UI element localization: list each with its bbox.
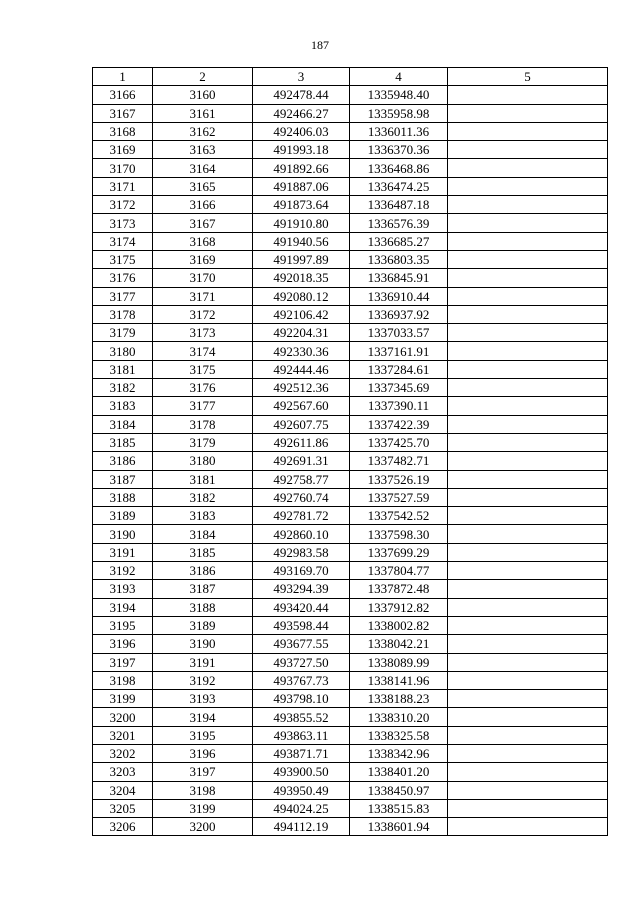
table-cell-col-4: 1336803.35 xyxy=(350,250,448,268)
table-cell-col-3: 492444.46 xyxy=(253,360,350,378)
table-cell-col-4: 1338401.20 xyxy=(350,763,448,781)
table-cell-col-2: 3176 xyxy=(153,379,253,397)
table-cell-col-5 xyxy=(448,781,608,799)
table-cell-col-3: 493798.10 xyxy=(253,690,350,708)
table-cell-col-3: 492567.60 xyxy=(253,397,350,415)
table-cell-col-3: 492018.35 xyxy=(253,269,350,287)
table-cell-col-4: 1337872.48 xyxy=(350,580,448,598)
table-cell-col-1: 3174 xyxy=(93,232,153,250)
table-cell-col-2: 3173 xyxy=(153,324,253,342)
table-cell-col-1: 3181 xyxy=(93,360,153,378)
table-cell-col-1: 3179 xyxy=(93,324,153,342)
table-cell-col-5 xyxy=(448,763,608,781)
table-cell-col-5 xyxy=(448,269,608,287)
table-cell-col-2: 3172 xyxy=(153,305,253,323)
table-header-row xyxy=(93,68,608,86)
table-cell-col-1: 3190 xyxy=(93,525,153,543)
table-cell-col-3: 491997.89 xyxy=(253,250,350,268)
table-row xyxy=(93,763,608,781)
table-cell-col-4: 1337542.52 xyxy=(350,507,448,525)
table-row xyxy=(93,598,608,616)
table-cell-col-2: 3181 xyxy=(153,470,253,488)
table-cell-col-5 xyxy=(448,250,608,268)
table-cell-col-5 xyxy=(448,104,608,122)
table-row xyxy=(93,397,608,415)
table-cell-col-5 xyxy=(448,177,608,195)
table-cell-col-1: 3194 xyxy=(93,598,153,616)
table-row xyxy=(93,671,608,689)
table-row xyxy=(93,452,608,470)
table-cell-col-4: 1338089.99 xyxy=(350,653,448,671)
table-cell-col-2: 3190 xyxy=(153,635,253,653)
table-row xyxy=(93,507,608,525)
table-cell-col-4: 1338310.20 xyxy=(350,708,448,726)
table-cell-col-1: 3168 xyxy=(93,122,153,140)
table-cell-col-1: 3186 xyxy=(93,452,153,470)
table-cell-col-4: 1337033.57 xyxy=(350,324,448,342)
table-cell-col-5 xyxy=(448,122,608,140)
table-cell-col-5 xyxy=(448,726,608,744)
table-cell-col-2: 3185 xyxy=(153,543,253,561)
table-row xyxy=(93,415,608,433)
table-cell-col-1: 3171 xyxy=(93,177,153,195)
table-cell-col-4: 1337598.30 xyxy=(350,525,448,543)
table-cell-col-1: 3198 xyxy=(93,671,153,689)
table-cell-col-4: 1337390.11 xyxy=(350,397,448,415)
table-cell-col-3: 494024.25 xyxy=(253,799,350,817)
table-cell-col-5 xyxy=(448,379,608,397)
table-cell-col-5 xyxy=(448,397,608,415)
table-cell-col-1: 3182 xyxy=(93,379,153,397)
table-cell-col-4: 1336576.39 xyxy=(350,214,448,232)
table-cell-col-1: 3170 xyxy=(93,159,153,177)
table-cell-col-1: 3203 xyxy=(93,763,153,781)
table-cell-col-2: 3180 xyxy=(153,452,253,470)
table-cell-col-5 xyxy=(448,86,608,104)
table-cell-col-5 xyxy=(448,342,608,360)
table-cell-col-5 xyxy=(448,360,608,378)
table-row xyxy=(93,580,608,598)
table-cell-col-4: 1336370.36 xyxy=(350,141,448,159)
table-cell-col-2: 3161 xyxy=(153,104,253,122)
table-cell-col-4: 1338188.23 xyxy=(350,690,448,708)
table-cell-col-3: 493727.50 xyxy=(253,653,350,671)
table-cell-col-1: 3202 xyxy=(93,744,153,762)
table-row xyxy=(93,324,608,342)
table-cell-col-3: 491887.06 xyxy=(253,177,350,195)
table-cell-col-5 xyxy=(448,305,608,323)
table-cell-col-2: 3192 xyxy=(153,671,253,689)
table-cell-col-1: 3184 xyxy=(93,415,153,433)
table-cell-col-3: 492607.75 xyxy=(253,415,350,433)
table-cell-col-1: 3201 xyxy=(93,726,153,744)
table-cell-col-4: 1336468.86 xyxy=(350,159,448,177)
table-cell-col-2: 3160 xyxy=(153,86,253,104)
table-row xyxy=(93,141,608,159)
table-cell-col-1: 3177 xyxy=(93,287,153,305)
table-cell-col-2: 3197 xyxy=(153,763,253,781)
table-cell-col-2: 3189 xyxy=(153,616,253,634)
table-row xyxy=(93,86,608,104)
table-cell-col-1: 3175 xyxy=(93,250,153,268)
table-row xyxy=(93,196,608,214)
table-cell-col-3: 493169.70 xyxy=(253,562,350,580)
table-cell-col-5 xyxy=(448,470,608,488)
table-row xyxy=(93,726,608,744)
table-cell-col-5 xyxy=(448,635,608,653)
table-row xyxy=(93,470,608,488)
table-cell-col-1: 3173 xyxy=(93,214,153,232)
table-cell-col-5 xyxy=(448,214,608,232)
table-cell-col-4: 1337912.82 xyxy=(350,598,448,616)
table-cell-col-2: 3198 xyxy=(153,781,253,799)
table-row xyxy=(93,379,608,397)
table-cell-col-1: 3192 xyxy=(93,562,153,580)
table-row xyxy=(93,744,608,762)
table-cell-col-3: 492080.12 xyxy=(253,287,350,305)
table-row xyxy=(93,818,608,836)
table-cell-col-4: 1337804.77 xyxy=(350,562,448,580)
table-cell-col-3: 494112.19 xyxy=(253,818,350,836)
table-row xyxy=(93,653,608,671)
table-cell-col-5 xyxy=(448,415,608,433)
table-cell-col-2: 3191 xyxy=(153,653,253,671)
table-cell-col-2: 3168 xyxy=(153,232,253,250)
table-cell-col-1: 3172 xyxy=(93,196,153,214)
table-cell-col-2: 3184 xyxy=(153,525,253,543)
table-cell-col-4: 1338601.94 xyxy=(350,818,448,836)
table-cell-col-3: 493294.39 xyxy=(253,580,350,598)
table-row xyxy=(93,305,608,323)
table-cell-col-3: 492781.72 xyxy=(253,507,350,525)
table-cell-col-1: 3185 xyxy=(93,433,153,451)
table-cell-col-3: 493767.73 xyxy=(253,671,350,689)
table-cell-col-3: 492758.77 xyxy=(253,470,350,488)
table-cell-col-3: 492466.27 xyxy=(253,104,350,122)
column-header-2: 2 xyxy=(153,68,253,86)
table-cell-col-4: 1336845.91 xyxy=(350,269,448,287)
table-cell-col-2: 3177 xyxy=(153,397,253,415)
table-cell-col-4: 1338325.58 xyxy=(350,726,448,744)
coordinates-table xyxy=(92,67,608,836)
table-cell-col-2: 3186 xyxy=(153,562,253,580)
table-cell-col-1: 3205 xyxy=(93,799,153,817)
table-cell-col-1: 3193 xyxy=(93,580,153,598)
table-cell-col-3: 493598.44 xyxy=(253,616,350,634)
table-cell-col-3: 493950.49 xyxy=(253,781,350,799)
table-cell-col-3: 492512.36 xyxy=(253,379,350,397)
table-cell-col-4: 1337284.61 xyxy=(350,360,448,378)
table-cell-col-4: 1336910.44 xyxy=(350,287,448,305)
table-cell-col-4: 1337527.59 xyxy=(350,488,448,506)
table-cell-col-3: 492983.58 xyxy=(253,543,350,561)
table-row xyxy=(93,799,608,817)
table-cell-col-5 xyxy=(448,141,608,159)
table-cell-col-4: 1338042.21 xyxy=(350,635,448,653)
table-cell-col-5 xyxy=(448,562,608,580)
table-cell-col-3: 493863.11 xyxy=(253,726,350,744)
table-row xyxy=(93,159,608,177)
table-cell-col-3: 492406.03 xyxy=(253,122,350,140)
table-cell-col-4: 1338141.96 xyxy=(350,671,448,689)
table-body xyxy=(93,86,608,836)
table-cell-col-5 xyxy=(448,818,608,836)
table-cell-col-5 xyxy=(448,196,608,214)
table-cell-col-1: 3191 xyxy=(93,543,153,561)
table-cell-col-4: 1335948.40 xyxy=(350,86,448,104)
table-cell-col-5 xyxy=(448,671,608,689)
table-row xyxy=(93,232,608,250)
table-cell-col-4: 1336937.92 xyxy=(350,305,448,323)
table-cell-col-3: 492611.86 xyxy=(253,433,350,451)
table-cell-col-3: 492330.36 xyxy=(253,342,350,360)
table-cell-col-4: 1336685.27 xyxy=(350,232,448,250)
table-cell-col-2: 3187 xyxy=(153,580,253,598)
table-cell-col-1: 3188 xyxy=(93,488,153,506)
table-cell-col-2: 3162 xyxy=(153,122,253,140)
table-cell-col-5 xyxy=(448,525,608,543)
table-cell-col-3: 491993.18 xyxy=(253,141,350,159)
table-cell-col-3: 492760.74 xyxy=(253,488,350,506)
table-cell-col-5 xyxy=(448,543,608,561)
table-cell-col-3: 492106.42 xyxy=(253,305,350,323)
table-row xyxy=(93,360,608,378)
table-cell-col-3: 492478.44 xyxy=(253,86,350,104)
table-cell-col-5 xyxy=(448,433,608,451)
table-cell-col-4: 1337425.70 xyxy=(350,433,448,451)
table-row xyxy=(93,708,608,726)
table-row xyxy=(93,525,608,543)
table-cell-col-5 xyxy=(448,159,608,177)
column-header-4: 4 xyxy=(350,68,448,86)
table-cell-col-1: 3200 xyxy=(93,708,153,726)
table-cell-col-3: 493871.71 xyxy=(253,744,350,762)
table-cell-col-5 xyxy=(448,324,608,342)
table-cell-col-4: 1337482.71 xyxy=(350,452,448,470)
table-cell-col-4: 1338342.96 xyxy=(350,744,448,762)
table-row xyxy=(93,287,608,305)
table-row xyxy=(93,269,608,287)
table-cell-col-2: 3178 xyxy=(153,415,253,433)
table-cell-col-1: 3195 xyxy=(93,616,153,634)
table-cell-col-1: 3166 xyxy=(93,86,153,104)
table-row xyxy=(93,177,608,195)
table-cell-col-2: 3175 xyxy=(153,360,253,378)
table-cell-col-5 xyxy=(448,232,608,250)
table-cell-col-3: 493855.52 xyxy=(253,708,350,726)
table-cell-col-5 xyxy=(448,287,608,305)
table-cell-col-4: 1338002.82 xyxy=(350,616,448,634)
table-cell-col-2: 3179 xyxy=(153,433,253,451)
table-cell-col-1: 3196 xyxy=(93,635,153,653)
table-cell-col-1: 3204 xyxy=(93,781,153,799)
table-cell-col-5 xyxy=(448,488,608,506)
table-cell-col-2: 3199 xyxy=(153,799,253,817)
table-cell-col-3: 492691.31 xyxy=(253,452,350,470)
table-cell-col-3: 491873.64 xyxy=(253,196,350,214)
table-cell-col-2: 3164 xyxy=(153,159,253,177)
table-cell-col-1: 3167 xyxy=(93,104,153,122)
table-cell-col-1: 3169 xyxy=(93,141,153,159)
table-cell-col-4: 1338515.83 xyxy=(350,799,448,817)
column-header-5: 5 xyxy=(448,68,608,86)
table-cell-col-5 xyxy=(448,507,608,525)
table-cell-col-1: 3197 xyxy=(93,653,153,671)
table-cell-col-2: 3194 xyxy=(153,708,253,726)
page-number: 187 xyxy=(311,38,329,52)
table-cell-col-2: 3174 xyxy=(153,342,253,360)
table-row xyxy=(93,342,608,360)
table-cell-col-1: 3206 xyxy=(93,818,153,836)
table-cell-col-1: 3189 xyxy=(93,507,153,525)
table-cell-col-3: 491910.80 xyxy=(253,214,350,232)
table-row xyxy=(93,543,608,561)
table-cell-col-4: 1336474.25 xyxy=(350,177,448,195)
table-cell-col-4: 1336011.36 xyxy=(350,122,448,140)
table-cell-col-3: 493677.55 xyxy=(253,635,350,653)
table-cell-col-1: 3187 xyxy=(93,470,153,488)
table-cell-col-2: 3183 xyxy=(153,507,253,525)
table-cell-col-1: 3180 xyxy=(93,342,153,360)
table-row xyxy=(93,690,608,708)
table-cell-col-2: 3169 xyxy=(153,250,253,268)
table-cell-col-2: 3163 xyxy=(153,141,253,159)
table-cell-col-2: 3182 xyxy=(153,488,253,506)
table-cell-col-2: 3170 xyxy=(153,269,253,287)
table-row xyxy=(93,488,608,506)
table-row xyxy=(93,122,608,140)
table-cell-col-4: 1338450.97 xyxy=(350,781,448,799)
table-cell-col-2: 3166 xyxy=(153,196,253,214)
table-cell-col-1: 3178 xyxy=(93,305,153,323)
table-cell-col-2: 3196 xyxy=(153,744,253,762)
table-cell-col-3: 491940.56 xyxy=(253,232,350,250)
table-row xyxy=(93,562,608,580)
table-cell-col-5 xyxy=(448,744,608,762)
table-cell-col-3: 493420.44 xyxy=(253,598,350,616)
table-cell-col-5 xyxy=(448,616,608,634)
table-row xyxy=(93,214,608,232)
table-cell-col-2: 3200 xyxy=(153,818,253,836)
table-cell-col-3: 492860.10 xyxy=(253,525,350,543)
table-row xyxy=(93,781,608,799)
table-cell-col-5 xyxy=(448,452,608,470)
table-cell-col-4: 1335958.98 xyxy=(350,104,448,122)
table-row xyxy=(93,433,608,451)
table-cell-col-3: 491892.66 xyxy=(253,159,350,177)
table-cell-col-5 xyxy=(448,708,608,726)
column-header-1: 1 xyxy=(93,68,153,86)
table-cell-col-3: 492204.31 xyxy=(253,324,350,342)
table-cell-col-4: 1336487.18 xyxy=(350,196,448,214)
table-cell-col-1: 3176 xyxy=(93,269,153,287)
table-cell-col-1: 3183 xyxy=(93,397,153,415)
table-row xyxy=(93,616,608,634)
table-row xyxy=(93,104,608,122)
table-cell-col-1: 3199 xyxy=(93,690,153,708)
table-cell-col-2: 3193 xyxy=(153,690,253,708)
table-cell-col-2: 3171 xyxy=(153,287,253,305)
table-cell-col-3: 493900.50 xyxy=(253,763,350,781)
table-cell-col-5 xyxy=(448,598,608,616)
table-cell-col-5 xyxy=(448,799,608,817)
table-cell-col-4: 1337526.19 xyxy=(350,470,448,488)
table-cell-col-5 xyxy=(448,690,608,708)
table-cell-col-2: 3167 xyxy=(153,214,253,232)
table-cell-col-4: 1337699.29 xyxy=(350,543,448,561)
column-header-3: 3 xyxy=(253,68,350,86)
table-cell-col-2: 3188 xyxy=(153,598,253,616)
table-cell-col-2: 3195 xyxy=(153,726,253,744)
table-cell-col-4: 1337422.39 xyxy=(350,415,448,433)
table-cell-col-5 xyxy=(448,653,608,671)
table-cell-col-5 xyxy=(448,580,608,598)
table-cell-col-4: 1337161.91 xyxy=(350,342,448,360)
table-cell-col-4: 1337345.69 xyxy=(350,379,448,397)
table-row xyxy=(93,250,608,268)
table-cell-col-2: 3165 xyxy=(153,177,253,195)
table-row xyxy=(93,635,608,653)
